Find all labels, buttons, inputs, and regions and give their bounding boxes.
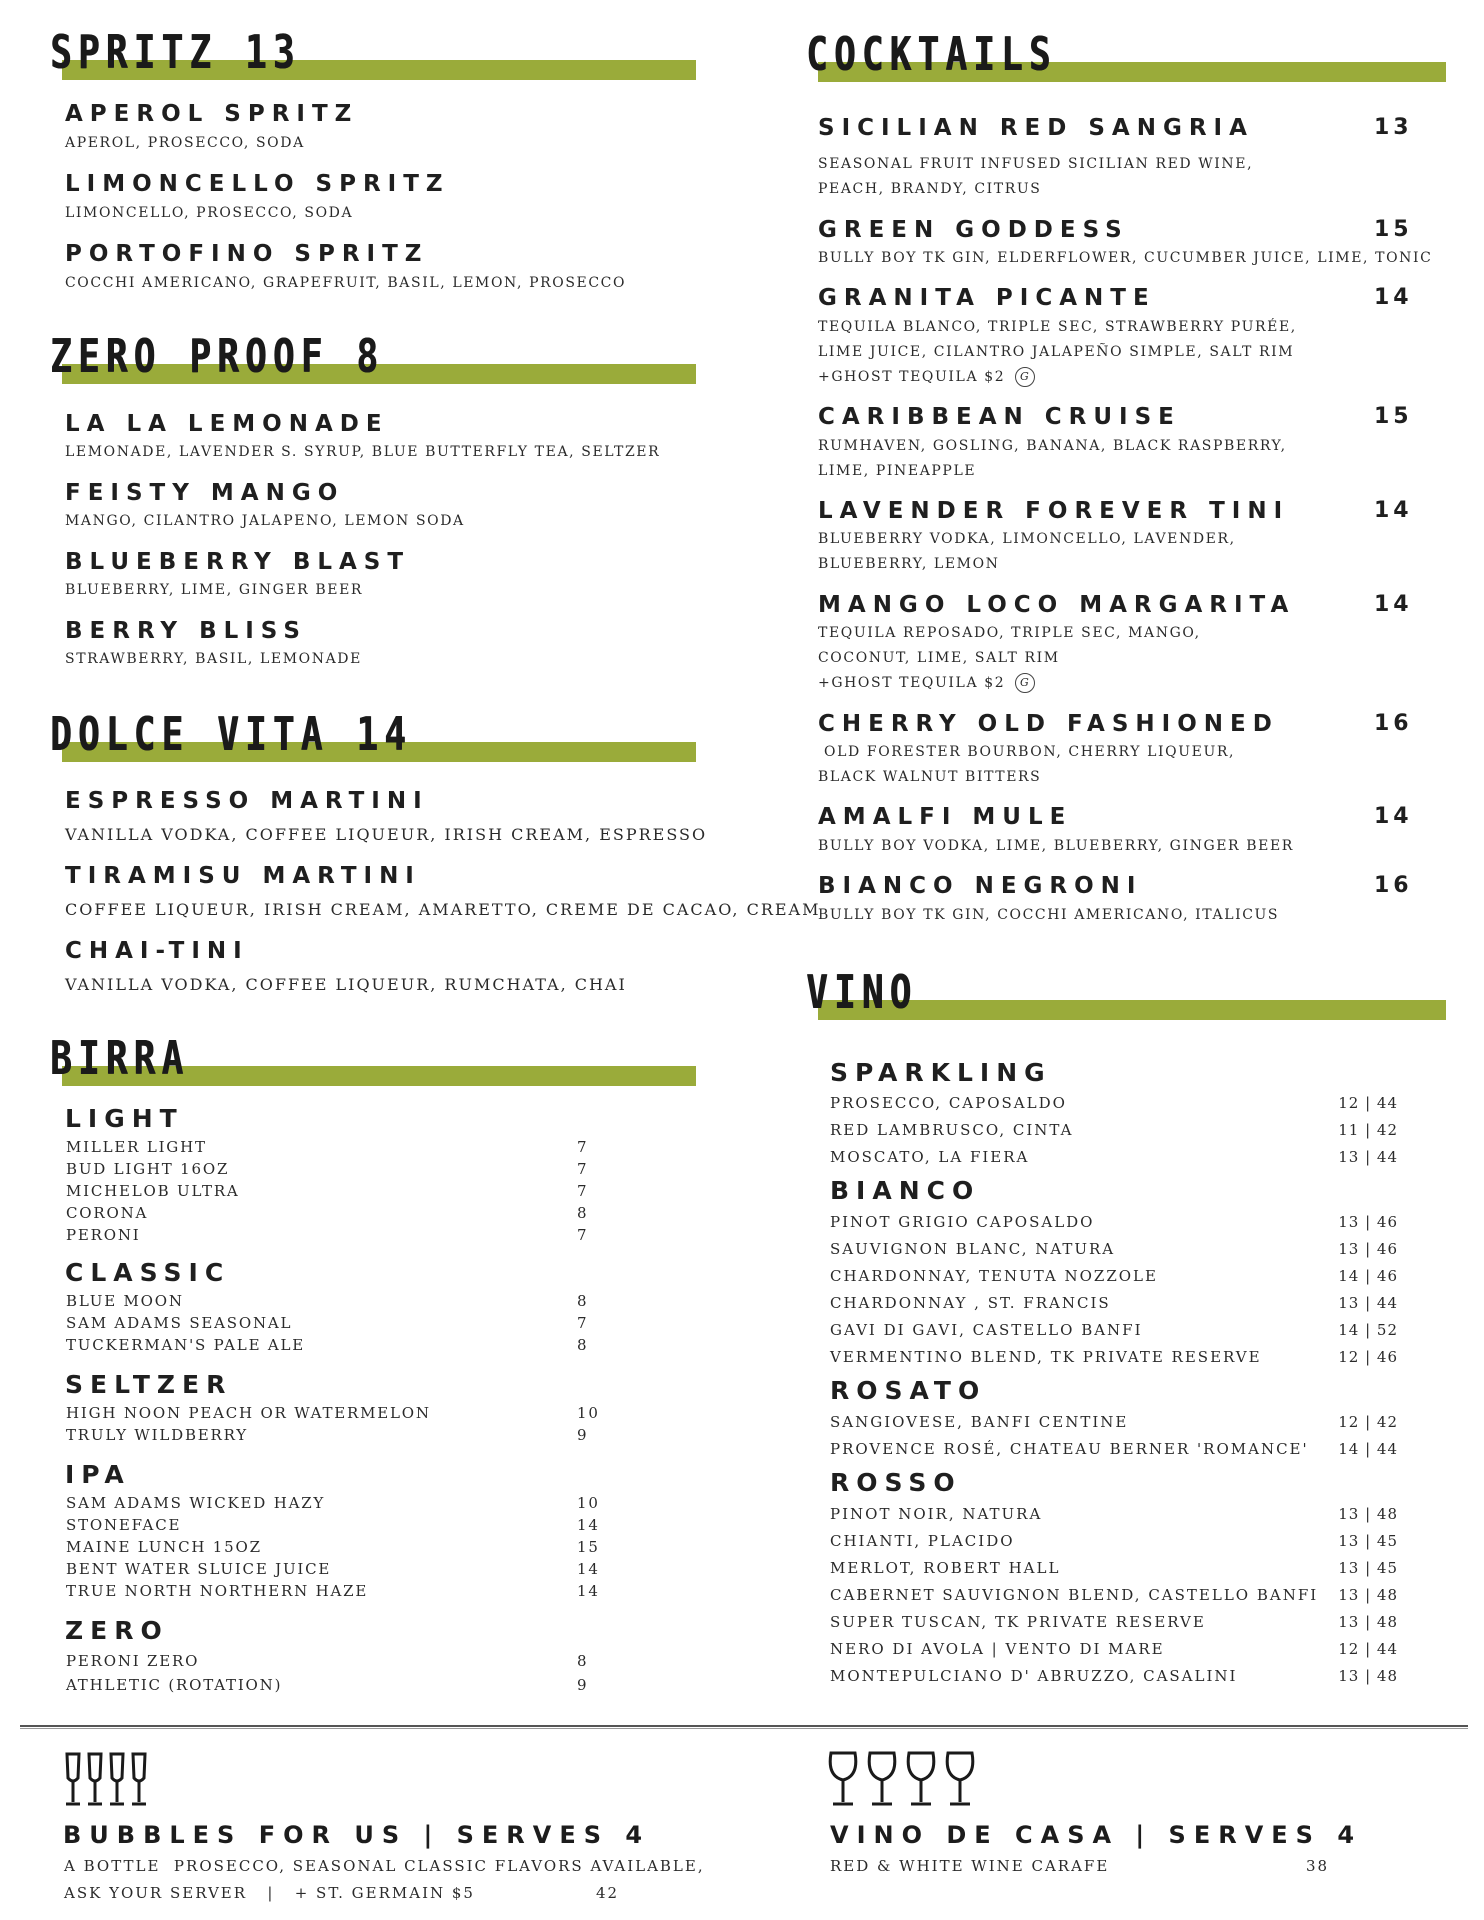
cocktail-desc: COCONUT, LIME, SALT RIM xyxy=(818,650,1060,666)
wine-price: 12 | 44 xyxy=(1338,1640,1398,1658)
beer-name: BUD LIGHT 16OZ xyxy=(66,1160,230,1178)
cocktail-addon-text: +GHOST TEQUILA $2 xyxy=(818,369,1006,385)
cocktail-name: GREEN GODDESS xyxy=(818,217,1129,243)
beer-price: 14 xyxy=(577,1582,600,1600)
wine-row xyxy=(830,1555,1398,1582)
vino-header xyxy=(806,966,1446,1030)
dolce-vita-title: DOLCE VITA 14 xyxy=(50,707,412,761)
cocktail-desc: BULLY BOY TK GIN, COCCHI AMERICANO, ITALICUS xyxy=(818,907,1280,923)
wine-name: MONTEPULCIANO D' ABRUZZO, CASALINI xyxy=(830,1667,1238,1685)
bubbles-desc-2: ASK YOUR SERVER | + ST. GERMAIN $5 xyxy=(64,1884,475,1902)
wine-price: 13 | 48 xyxy=(1338,1505,1398,1523)
bubbles-title: BUBBLES FOR US | SERVES 4 xyxy=(63,1821,651,1849)
wine-row xyxy=(830,1090,1398,1117)
wine-row xyxy=(830,1636,1398,1663)
cocktail-desc: BLUEBERRY, LEMON xyxy=(818,556,1000,572)
beer-price: 7 xyxy=(577,1138,589,1156)
beer-name: MILLER LIGHT xyxy=(66,1138,207,1156)
wine-name: PINOT GRIGIO CAPOSALDO xyxy=(830,1213,1095,1231)
beer-name: HIGH NOON PEACH OR WATERMELON xyxy=(66,1404,431,1422)
menu-item-name: FEISTY MANGO xyxy=(65,480,345,506)
wine-name: PROSECCO, CAPOSALDO xyxy=(830,1094,1067,1112)
beer-name: STONEFACE xyxy=(66,1516,182,1534)
bubbles-desc: A BOTTLE PROSECCO, SEASONAL CLASSIC FLAVORS AVAILABLE, xyxy=(64,1857,705,1875)
beer-price: 8 xyxy=(577,1292,589,1310)
dolce-vita-header xyxy=(50,708,696,772)
footer-divider-thin xyxy=(20,1728,1468,1729)
cocktail-desc: TEQUILA BLANCO, TRIPLE SEC, STRAWBERRY PURÉE, xyxy=(818,319,1297,335)
cocktail-name: MANGO LOCO MARGARITA xyxy=(818,592,1296,618)
beer-price: 8 xyxy=(577,1652,589,1670)
cocktail-name: LAVENDER FOREVER TINI xyxy=(818,498,1290,524)
beer-price: 7 xyxy=(577,1160,589,1178)
wine-price: 13 | 44 xyxy=(1338,1294,1398,1312)
wine-name: SANGIOVESE, BANFI CENTINE xyxy=(830,1413,1129,1431)
wine-price: 13 | 48 xyxy=(1338,1586,1398,1604)
beer-group-ipa: IPA xyxy=(65,1460,131,1489)
cocktail-name: GRANITA PICANTE xyxy=(818,285,1156,311)
bubbles-price: 42 xyxy=(596,1884,620,1902)
beer-group-light: LIGHT xyxy=(65,1104,184,1133)
wine-group-rosso: ROSSO xyxy=(830,1468,962,1497)
vino-casa-title: VINO DE CASA | SERVES 4 xyxy=(830,1821,1363,1849)
wine-price: 12 | 42 xyxy=(1338,1413,1398,1431)
cocktails-title: COCKTAILS xyxy=(806,27,1057,81)
beer-price: 10 xyxy=(577,1494,600,1512)
cocktail-name: CARIBBEAN CRUISE xyxy=(818,404,1181,430)
beer-price: 7 xyxy=(577,1226,589,1244)
wine-row xyxy=(830,1317,1398,1344)
menu-item-name: LIMONCELLO SPRITZ xyxy=(65,171,450,197)
menu-item-name: BERRY BLISS xyxy=(65,618,307,644)
cocktail-name: BIANCO NEGRONI xyxy=(818,873,1143,899)
birra-title: BIRRA xyxy=(50,1031,190,1085)
cocktail-desc: BLUEBERRY VODKA, LIMONCELLO, LAVENDER, xyxy=(818,531,1236,547)
cocktail-desc: OLD FORESTER BOURBON, CHERRY LIQUEUR, xyxy=(818,744,1236,760)
wine-row xyxy=(830,1290,1398,1317)
wine-glasses-icon xyxy=(828,1750,980,1808)
wine-group-rosato: ROSATO xyxy=(830,1376,987,1405)
wine-price: 13 | 48 xyxy=(1338,1667,1398,1685)
beer-name: MAINE LUNCH 15OZ xyxy=(66,1538,262,1556)
cocktails-header xyxy=(806,28,1446,92)
wine-name: VERMENTINO BLEND, TK PRIVATE RESERVE xyxy=(830,1348,1262,1366)
wine-name: PINOT NOIR, NATURA xyxy=(830,1505,1043,1523)
wine-row xyxy=(830,1609,1398,1636)
beer-name: TRUE NORTH NORTHERN HAZE xyxy=(66,1582,369,1600)
cocktail-name: SICILIAN RED SANGRIA xyxy=(818,115,1254,141)
wine-name: NERO DI AVOLA | VENTO DI MARE xyxy=(830,1640,1165,1658)
wine-price: 13 | 45 xyxy=(1338,1559,1398,1577)
menu-item-desc: VANILLA VODKA, COFFEE LIQUEUR, RUMCHATA, CHAI xyxy=(65,975,627,994)
beer-group-seltzer: SELTZER xyxy=(65,1370,233,1399)
cocktail-price: 14 xyxy=(1374,285,1413,310)
zero-proof-title: ZERO PROOF 8 xyxy=(50,329,385,383)
champagne-flutes-icon xyxy=(64,1752,150,1808)
wine-price: 14 | 44 xyxy=(1338,1440,1398,1458)
beer-price: 14 xyxy=(577,1516,600,1534)
wine-row xyxy=(830,1117,1398,1144)
menu-item-name: ESPRESSO MARTINI xyxy=(65,788,429,814)
menu-item-desc: MANGO, CILANTRO JALAPENO, LEMON SODA xyxy=(65,513,465,529)
zero-proof-header xyxy=(50,330,696,394)
cocktail-price: 14 xyxy=(1374,804,1413,829)
beer-group-zero: ZERO xyxy=(65,1616,169,1645)
cocktail-desc: TEQUILA REPOSADO, TRIPLE SEC, MANGO, xyxy=(818,625,1201,641)
menu-item-desc: VANILLA VODKA, COFFEE LIQUEUR, IRISH CREAM, ESPRESSO xyxy=(65,825,708,844)
cocktail-desc: BULLY BOY VODKA, LIME, BLUEBERRY, GINGER BEER xyxy=(818,838,1294,854)
cocktail-desc: BLACK WALNUT BITTERS xyxy=(818,769,1042,785)
beer-name: BLUE MOON xyxy=(66,1292,184,1310)
menu-item-desc: STRAWBERRY, BASIL, LEMONADE xyxy=(65,651,362,667)
wine-name: SAUVIGNON BLANC, NATURA xyxy=(830,1240,1116,1258)
wine-row xyxy=(830,1209,1398,1236)
wine-price: 14 | 46 xyxy=(1338,1267,1398,1285)
wine-name: MOSCATO, LA FIERA xyxy=(830,1148,1030,1166)
beer-name: TUCKERMAN'S PALE ALE xyxy=(66,1336,306,1354)
menu-item-desc: COFFEE LIQUEUR, IRISH CREAM, AMARETTO, CREME DE CACAO, CREAM xyxy=(65,900,821,919)
cocktail-desc: SEASONAL FRUIT INFUSED SICILIAN RED WINE, xyxy=(818,156,1254,172)
wine-row xyxy=(830,1236,1398,1263)
menu-item-name: PORTOFINO SPRITZ xyxy=(65,241,429,267)
wine-price: 13 | 46 xyxy=(1338,1213,1398,1231)
beer-price: 7 xyxy=(577,1314,589,1332)
beer-price: 9 xyxy=(577,1426,589,1444)
cocktail-addon-text: +GHOST TEQUILA $2 xyxy=(818,675,1006,691)
wine-row xyxy=(830,1663,1398,1690)
wine-price: 13 | 46 xyxy=(1338,1240,1398,1258)
wine-name: RED LAMBRUSCO, CINTA xyxy=(830,1121,1074,1139)
beer-name: SAM ADAMS SEASONAL xyxy=(66,1314,293,1332)
cocktail-price: 15 xyxy=(1374,217,1413,242)
wine-group-bianco: BIANCO xyxy=(830,1176,981,1205)
cocktail-price: 15 xyxy=(1374,404,1413,429)
wine-price: 13 | 45 xyxy=(1338,1532,1398,1550)
cocktail-name: AMALFI MULE xyxy=(818,804,1073,830)
menu-item-desc: LEMONADE, LAVENDER S. SYRUP, BLUE BUTTERFLY TEA, SELTZER xyxy=(65,444,661,460)
wine-row xyxy=(830,1144,1398,1171)
cocktail-desc: LIME, PINEAPPLE xyxy=(818,463,977,479)
menu-item-desc: BLUEBERRY, LIME, GINGER BEER xyxy=(65,582,364,598)
cocktail-name: CHERRY OLD FASHIONED xyxy=(818,711,1279,737)
wine-row xyxy=(830,1436,1398,1463)
cocktail-price: 16 xyxy=(1374,873,1413,898)
beer-name: ATHLETIC (ROTATION) xyxy=(66,1676,283,1694)
cocktail-desc: LIME JUICE, CILANTRO JALAPEÑO SIMPLE, SALT RIM xyxy=(818,344,1295,360)
beer-name: CORONA xyxy=(66,1204,149,1222)
cocktail-addon xyxy=(818,365,1035,390)
wine-row xyxy=(830,1528,1398,1555)
beer-price: 8 xyxy=(577,1204,589,1222)
beer-price: 15 xyxy=(577,1538,600,1556)
wine-price: 14 | 52 xyxy=(1338,1321,1398,1339)
wine-name: CHARDONNAY, TENUTA NOZZOLE xyxy=(830,1267,1158,1285)
wine-price: 13 | 44 xyxy=(1338,1148,1398,1166)
menu-item-name: BLUEBERRY BLAST xyxy=(65,549,411,575)
wine-name: CHARDONNAY , ST. FRANCIS xyxy=(830,1294,1111,1312)
menu-item-desc: LIMONCELLO, PROSECCO, SODA xyxy=(65,205,354,221)
beer-group-classic: CLASSIC xyxy=(65,1258,231,1287)
wine-row xyxy=(830,1501,1398,1528)
beer-name: SAM ADAMS WICKED HAZY xyxy=(66,1494,326,1512)
ghost-tequila-logo-icon: G xyxy=(1015,673,1035,693)
spritz-header xyxy=(50,26,696,90)
wine-price: 11 | 42 xyxy=(1338,1121,1398,1139)
beer-price: 7 xyxy=(577,1182,589,1200)
cocktail-addon xyxy=(818,671,1035,696)
vino-casa-price: 38 xyxy=(1306,1857,1330,1875)
menu-item-name: LA LA LEMONADE xyxy=(65,411,389,437)
ghost-tequila-logo-icon: G xyxy=(1015,367,1035,387)
wine-name: GAVI DI GAVI, CASTELLO BANFI xyxy=(830,1321,1143,1339)
wine-price: 12 | 44 xyxy=(1338,1094,1398,1112)
beer-price: 14 xyxy=(577,1560,600,1578)
wine-row xyxy=(830,1582,1398,1609)
wine-name: CABERNET SAUVIGNON BLEND, CASTELLO BANFI xyxy=(830,1586,1319,1604)
beer-price: 8 xyxy=(577,1336,589,1354)
beer-price: 10 xyxy=(577,1404,600,1422)
beer-name: MICHELOB ULTRA xyxy=(66,1182,240,1200)
menu-item-name: TIRAMISU MARTINI xyxy=(65,863,421,889)
wine-row xyxy=(830,1409,1398,1436)
vino-casa-desc: RED & WHITE WINE CARAFE xyxy=(830,1857,1110,1875)
beer-name: TRULY WILDBERRY xyxy=(66,1426,248,1444)
cocktail-price: 14 xyxy=(1374,498,1413,523)
wine-row xyxy=(830,1344,1398,1371)
menu-item-desc: COCCHI AMERICANO, GRAPEFRUIT, BASIL, LEMON, PROSECCO xyxy=(65,275,627,291)
cocktail-price: 13 xyxy=(1374,115,1413,140)
wine-name: MERLOT, ROBERT HALL xyxy=(830,1559,1061,1577)
cocktail-price: 14 xyxy=(1374,592,1413,617)
wine-name: PROVENCE ROSÉ, CHATEAU BERNER 'ROMANCE' xyxy=(830,1440,1309,1458)
wine-name: SUPER TUSCAN, TK PRIVATE RESERVE xyxy=(830,1613,1206,1631)
cocktail-desc: RUMHAVEN, GOSLING, BANANA, BLACK RASPBERRY, xyxy=(818,438,1287,454)
cocktail-desc: BULLY BOY TK GIN, ELDERFLOWER, CUCUMBER JUICE, LIME, TONIC xyxy=(818,250,1433,266)
cocktail-desc: PEACH, BRANDY, CITRUS xyxy=(818,181,1042,197)
wine-price: 12 | 46 xyxy=(1338,1348,1398,1366)
footer-divider xyxy=(20,1725,1468,1727)
beer-name: PERONI ZERO xyxy=(66,1652,200,1670)
spritz-title: SPRITZ 13 xyxy=(50,25,301,79)
cocktail-price: 16 xyxy=(1374,711,1413,736)
beer-price: 9 xyxy=(577,1676,589,1694)
wine-name: CHIANTI, PLACIDO xyxy=(830,1532,1015,1550)
menu-item-name: APEROL SPRITZ xyxy=(65,101,359,127)
beer-name: PERONI xyxy=(66,1226,141,1244)
beer-name: BENT WATER SLUICE JUICE xyxy=(66,1560,332,1578)
wine-price: 13 | 48 xyxy=(1338,1613,1398,1631)
menu-item-desc: APEROL, PROSECCO, SODA xyxy=(65,135,305,151)
vino-title: VINO xyxy=(806,965,918,1019)
birra-header xyxy=(50,1032,696,1096)
menu-item-name: CHAI-TINI xyxy=(65,938,249,964)
wine-row xyxy=(830,1263,1398,1290)
wine-group-sparkling: SPARKLING xyxy=(830,1058,1052,1087)
